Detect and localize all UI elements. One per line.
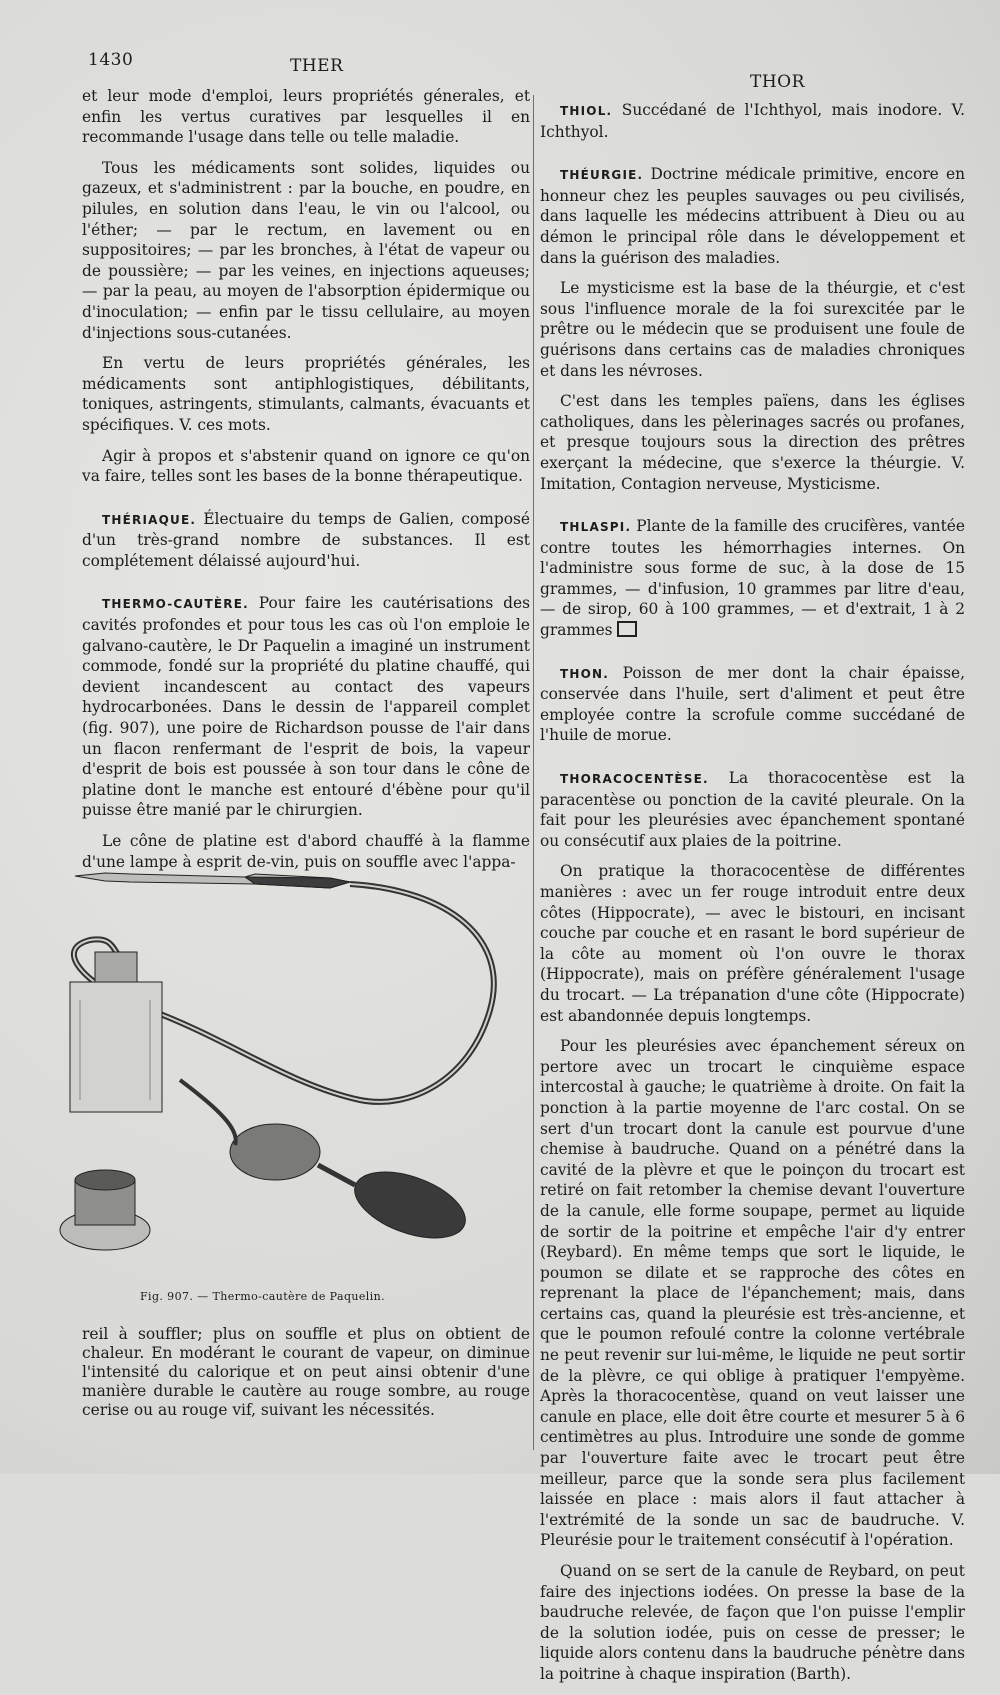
theurgie-paragraph-2: Le mysticisme est la base de la théurgie, et c'est sous l'influence morale de la foi surexcitée par le prêtre ou le médecin que se produisent une foule de guérisons dans certains cas de maladies chroniques et dans les névroses. (540, 279, 965, 380)
entry-thoracocentese (540, 768, 965, 851)
page-number: 1430 (88, 50, 134, 70)
headword: THLASPI. (560, 520, 632, 535)
headword: THÉRIAQUE. (102, 512, 197, 527)
entry-theriaque (82, 509, 530, 572)
right-column (540, 100, 965, 1695)
entry-thon (540, 663, 965, 746)
thermo-cautere-illustration (30, 860, 510, 1260)
entry-text: Doctrine médicale primitive, encore en honneur chez les peuples sauvages ou peu civilisés, dans laquelle les médecins attribuent à Dieu ou au démon le principal rôle dans le développement et dans la guérison des maladies. (540, 165, 965, 267)
richardson-bulb (180, 1080, 474, 1251)
entry-continuation: Le cône de platine est d'abord chauffé à la flamme d'une lampe à esprit de-vin, puis on souffle avec l'appa- (82, 832, 530, 871)
left-column (82, 86, 530, 882)
entry-text: Poisson de mer dont la chair épaisse, conservée dans l'huile, sert d'aliment et peut être employée contre la scrofule comme succédané de l'huile de morue. (540, 663, 965, 745)
cautery-handle (75, 873, 350, 888)
thoraco-paragraph-4: Quand on se sert de la canule de Reybard, on peut faire des injections iodées. On presse la base de la baudruche relevée, de façon que l'on puisse l'emplir de la solution iodée, puis on cesse de presser; le liquide alors contenu dans la baudruche pénètre dans la poitrine à chaque inspiration (Barth). (540, 1562, 965, 1683)
entry-text: Plante de la famille des crucifères, vantée contre toutes les hémorrhagies internes. On l'administre sous forme de suc, à la dose de 15 grammes, — d'infusion, 10 grammes par litre d'eau, — de sirop, 60 à 100 grammes, — et d'extrait, 1 à 2 grammes (540, 517, 965, 640)
intro-paragraph: et leur mode d'emploi, leurs propriétés génerales, et enfin les vertus curatives par lesquelles il en recommande l'usage dans telle ou telle maladie. (82, 87, 530, 147)
entry-text: Électuaire du temps de Galien, composé d'un très-grand nombre de substances. Il est complétement délaissé aujourd'hui. (82, 509, 530, 570)
column-divider (533, 95, 534, 1450)
right-running-head: THOR (750, 72, 805, 92)
entry-thermo-cautere (82, 593, 530, 821)
headword: THIOL. (560, 104, 613, 118)
entry-theurgie (540, 164, 965, 268)
entry-thiol (540, 100, 965, 142)
end-square-icon (617, 621, 637, 637)
entry-thlaspi (540, 516, 965, 641)
left-running-head: THER (290, 56, 344, 76)
headword: THORACOCENTÈSE. (560, 772, 709, 787)
entry-continuation-bottom: reil à souffler; plus on souffle et plus on obtient de chaleur. En modérant le courant de vapeur, on diminue l'intensité du calorique et on peut ainsi obtenir d'une manière durable le cautère au rouge sombre, au rouge cerise ou au rouge vif, suivant les nécessités. (82, 1325, 530, 1419)
theurgie-paragraph-3: C'est dans les temples païens, dans les églises catholiques, dans les pèlerinages sacrés ou profanes, et presque toujours sous la direction des prêtres exerçant la médecine, que s'exerce la théurgie. V. Imitation, Contagion nerveuse, Mysticisme. (540, 392, 965, 493)
therapeutics-paragraph: Agir à propos et s'abstenir quand on ignore ce qu'on va faire, telles sont les bases de la bonne thérapeutique. (82, 446, 530, 486)
headword: THÉURGIE. (560, 168, 644, 183)
properties-paragraph: En vertu de leurs propriétés générales, les médicaments sont antiphlogistiques, débilitants, toniques, astringents, stimulants, calmants, évacuants et spécifiques. V. ces mots. (82, 354, 530, 434)
figure-caption: Fig. 907. — Thermo-cautère de Paquelin. (140, 1290, 385, 1303)
headword: THERMO-CAUTÈRE. (102, 597, 249, 612)
headword: THON. (560, 666, 610, 681)
spirit-lamp (60, 1170, 150, 1250)
entry-text: Pour faire les cautérisations des cavités profondes et pour tous les cas où l'on emploie le galvano-cautère, le Dr Paquelin a imaginé un instrument commode, fondé sur la propriété du platine chauffé, qui devient incandescent au contact des vapeurs hydrocarbonées. Dans le dessin de l'appareil complet (fig. 907), une poire de Richardson pousse de l'air dans un flacon renfermant de l'esprit de bois, la vapeur d'esprit de bois est poussée à son tour dans le cône de platine dont le manche est entouré d'ébène pour qu'il puisse être manié par le chirurgien. (82, 594, 530, 820)
administration-paragraph: Tous les médicaments sont solides, liquides ou gazeux, et s'administrent : par la bouche, en poudre, en pilules, en solution dans l'eau, le vin ou l'alcool, ou l'éther; — par le rectum, en lavement ou en suppositoires; — par les bronches, à l'état de vapeur ou de poussière; — par les veines, en injections aqueuses; — par la peau, au moyen de l'absorption épidermique ou d'inoculation; — enfin par le tissu cellulaire, au moyen d'injections sous-cutanées. (82, 158, 530, 342)
entry-text: La thoracocentèse est la paracentèse ou ponction de la cavité pleurale. On la fait pour les pleurésies avec épanchement spontané ou consécutif aux plaies de la poitrine. (540, 769, 965, 850)
thoraco-paragraph-3: Pour les pleurésies avec épanchement séreux on pertore avec un trocart le cinquième espace intercostal à gauche; le quatrième à droite. On fait la ponction à la partie moyenne de l'arc costal. On se sert d'un trocart dont la canule est pourvue d'une chemise à baudruche. Quand on a pénétré dans la cavité de la plèvre et que le poinçon du trocart est retiré on fait retomber la chemise devant l'ouverture de la canule, elle forme soupape, permet au liquide de sortir de la poitrine et empêche l'air d'y entrer (Reybard). En même temps que sort le liquide, le poumon se dilate et se rapproche des côtes en reprenant la place de l'épanchement; mais, dans certains cas, quand la pleurésie est très-ancienne, et que le poumon refoulé contre la colonne vertébrale ne peut revenir sur lui-même, le liquide ne peut sortir de la plèvre, ce qui oblige à pratiquer l'empyème. Après la thoracocentèse, quand on veut laisser une canule en place, elle doit être courte et mesurer 5 à 6 centimètres au plus. Introduire une sonde de gomme par l'ouverture faite avec le trocart peut être meilleur, parce que la sonde sera plus facilement laissée en place : mais alors il faut attacher à l'extrémité de la sonde un sac de baudruche. V. Pleurésie pour le traitement consécutif à l'opération. (540, 1037, 965, 1550)
entry-text: Succédané de l'Ichthyol, mais inodore. V. Ichthyol. (540, 101, 965, 141)
thoraco-paragraph-2: On pratique la thoracocentèse de différentes manières : avec un fer rouge introduit entre deux côtes (Hippocrate), — avec le bistouri, en incisant couche par couche et en rasant le bord supérieur de la côte au moment où l'on ouvre le thorax (Hippocrate), mais on préfère généralement l'usage du trocart. — La trépanation d'une côte (Hippocrate) est abandonnée depuis longtemps. (540, 862, 965, 1025)
